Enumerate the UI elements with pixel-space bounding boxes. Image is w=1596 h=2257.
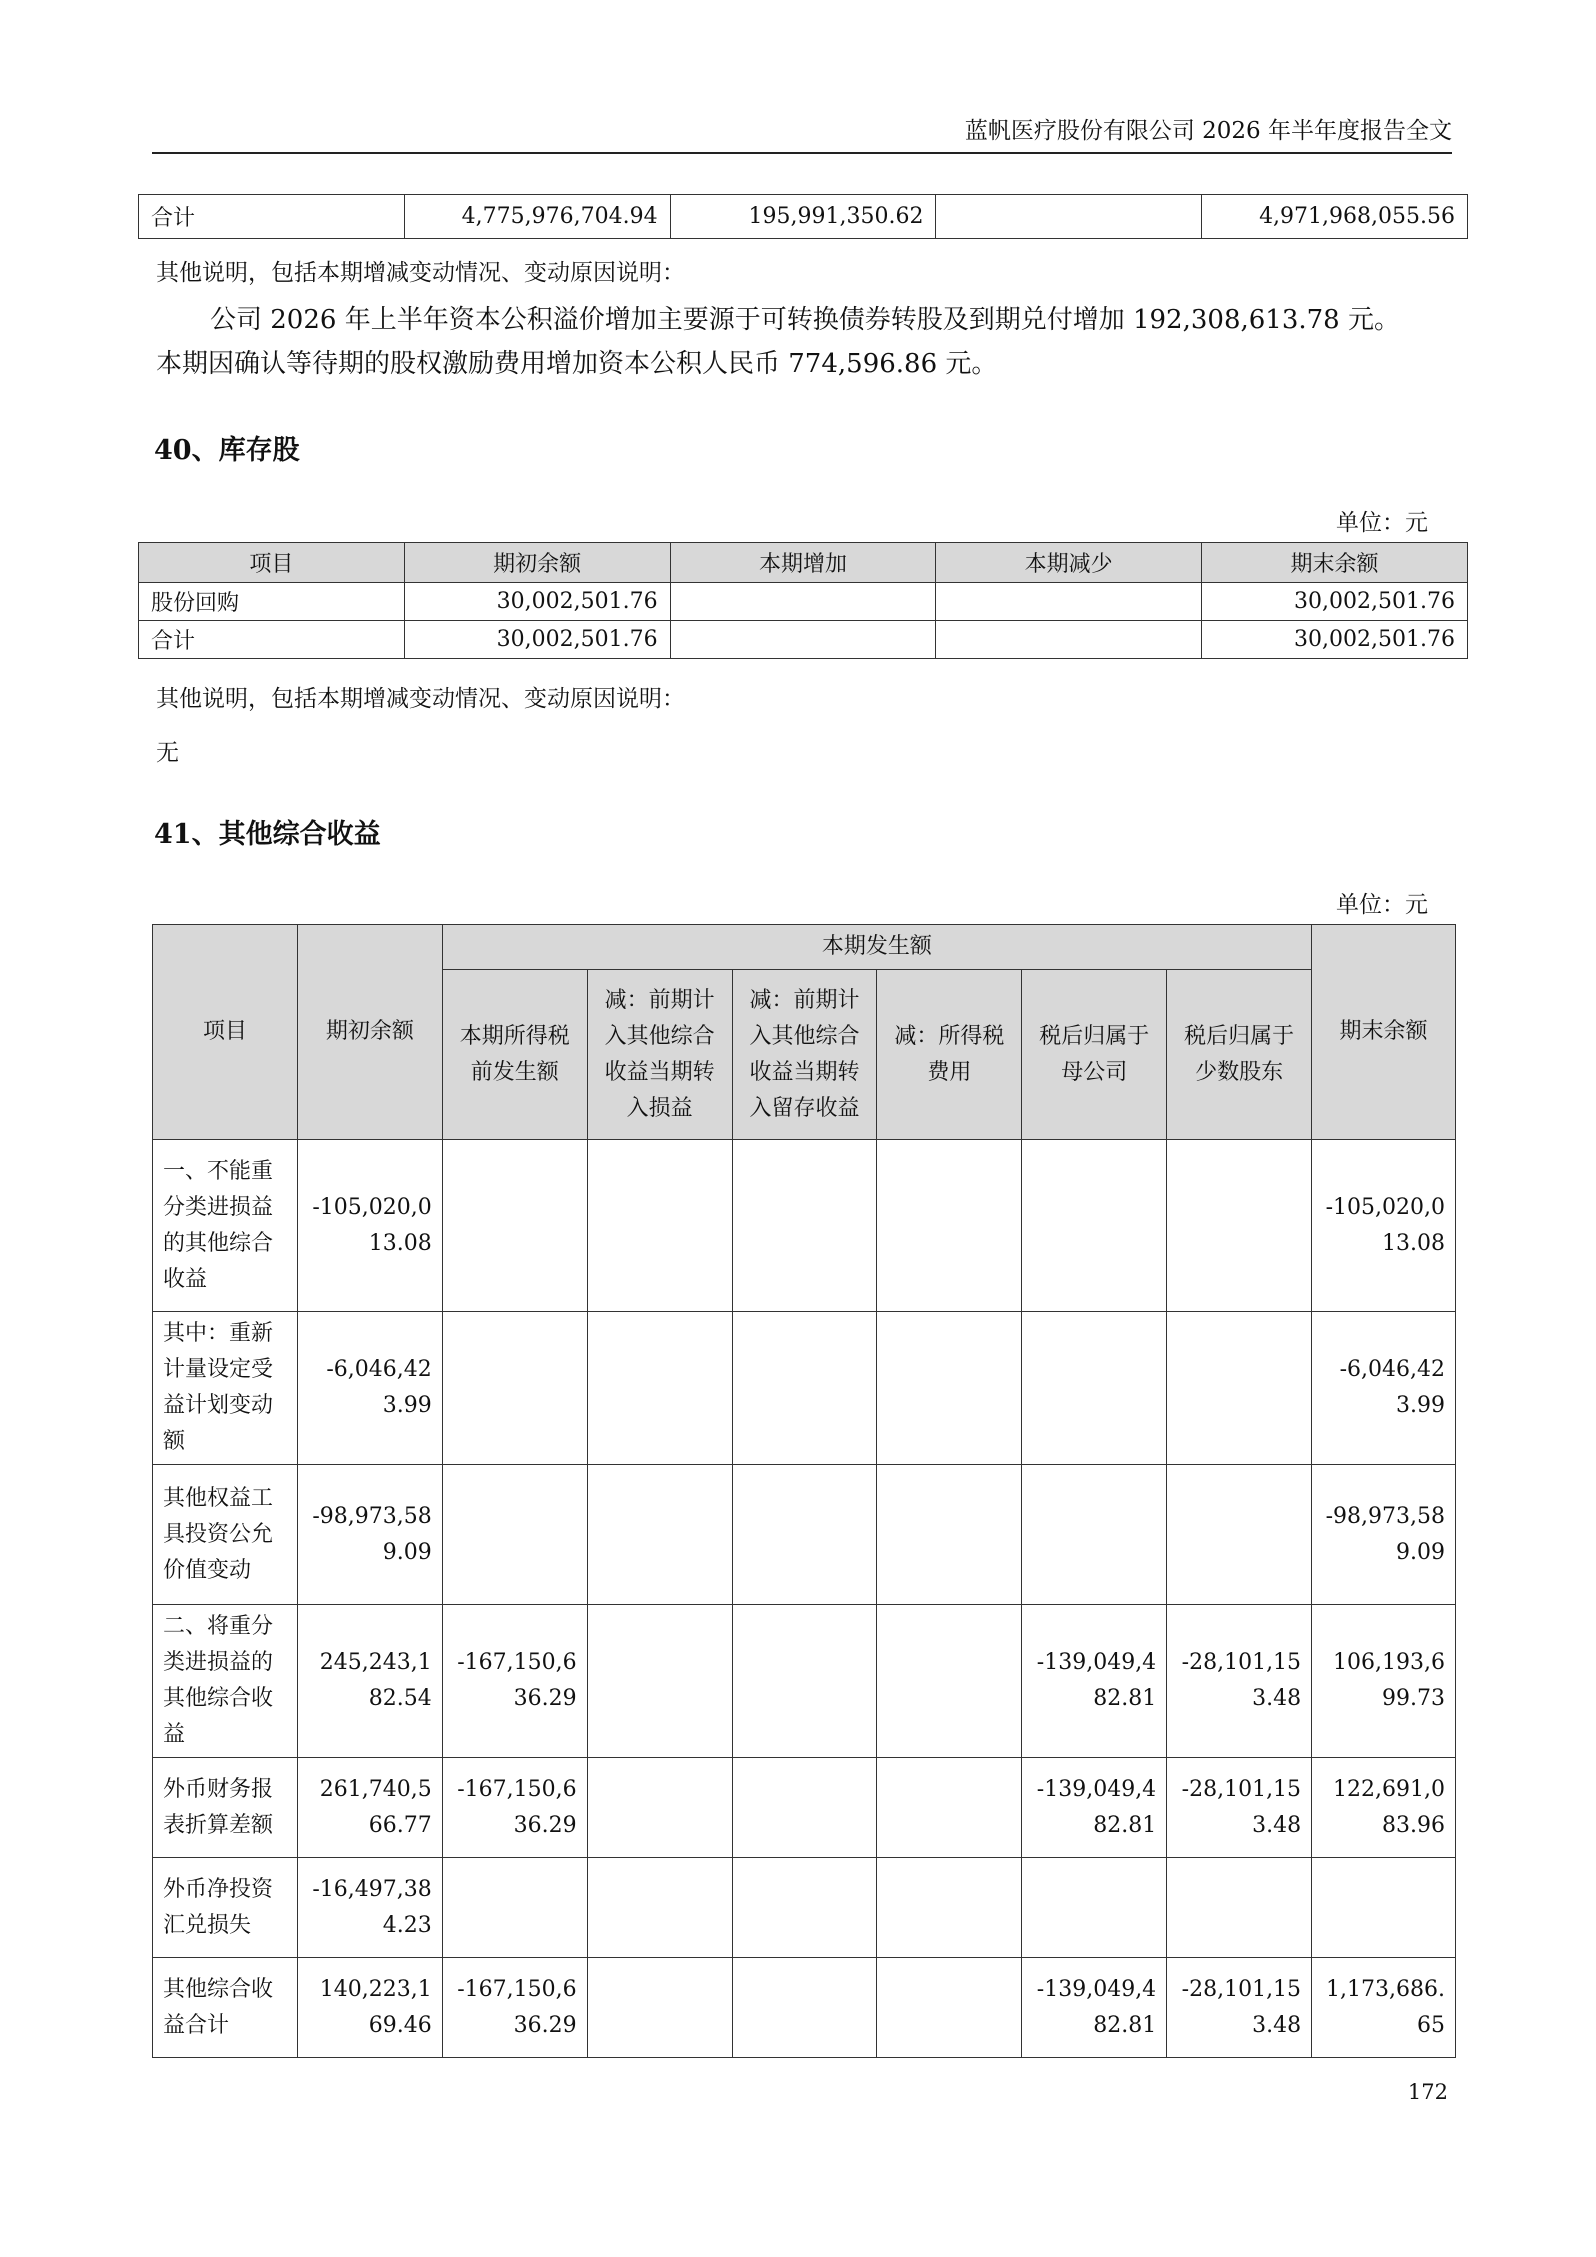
report-header-title: 蓝帆医疗股份有限公司 2026 年半年度报告全文 xyxy=(964,118,1452,144)
oci-income-tax xyxy=(877,1758,1022,1858)
oci-reclass-pl xyxy=(587,1312,732,1465)
header-divider xyxy=(152,152,1452,154)
oci-row-item: 其中：重新计量设定受益计划变动额 xyxy=(153,1312,298,1465)
total-decrease xyxy=(936,195,1202,239)
capital-reserve-total-table xyxy=(138,194,1468,239)
oci-parent xyxy=(1022,1140,1167,1312)
oci-income-tax xyxy=(877,1605,1022,1758)
oci-reclass-retained xyxy=(732,1465,877,1605)
oci-closing: -98,973,589.09 xyxy=(1312,1465,1456,1605)
oci-income-tax xyxy=(877,1858,1022,1958)
oci-header-opening: 期初余额 xyxy=(297,925,442,1140)
oci-reclass-pl xyxy=(587,1758,732,1858)
oci-pretax: -167,150,636.29 xyxy=(442,1758,587,1858)
treasury-header-increase: 本期增加 xyxy=(670,543,936,583)
oci-opening: 245,243,182.54 xyxy=(297,1605,442,1758)
oci-closing: 106,193,699.73 xyxy=(1312,1605,1456,1758)
table-row xyxy=(153,1758,1456,1858)
oci-minority xyxy=(1167,1858,1312,1958)
oci-table xyxy=(152,924,1456,2058)
oci-parent xyxy=(1022,1858,1167,1958)
oci-subheader-parent: 税后归属于母公司 xyxy=(1022,970,1167,1140)
total-label: 合计 xyxy=(139,195,405,239)
oci-subheader-reclass-pl: 减：前期计入其他综合收益当期转入损益 xyxy=(587,970,732,1140)
treasury-header-decrease: 本期减少 xyxy=(936,543,1202,583)
oci-closing: -6,046,423.99 xyxy=(1312,1312,1456,1465)
oci-row-item: 其他综合收益合计 xyxy=(153,1958,298,2058)
oci-income-tax xyxy=(877,1140,1022,1312)
treasury-header-opening: 期初余额 xyxy=(404,543,670,583)
table-row xyxy=(153,1465,1456,1605)
page-number: 172 xyxy=(1407,2080,1448,2104)
treasury-row-closing: 30,002,501.76 xyxy=(1202,583,1468,621)
oci-reclass-pl xyxy=(587,1858,732,1958)
oci-minority: -28,101,153.48 xyxy=(1167,1605,1312,1758)
oci-reclass-pl xyxy=(587,1958,732,2058)
oci-row-item: 外币财务报表折算差额 xyxy=(153,1758,298,1858)
oci-reclass-pl xyxy=(587,1605,732,1758)
oci-header-item: 项目 xyxy=(153,925,298,1140)
capital-reserve-note-label: 其他说明，包括本期增减变动情况、变动原因说明： xyxy=(156,260,685,286)
treasury-note-value: 无 xyxy=(156,740,179,766)
oci-header-current-period: 本期发生额 xyxy=(442,925,1311,970)
oci-unit: 单位：元 xyxy=(1336,892,1428,918)
treasury-unit: 单位：元 xyxy=(1336,510,1428,536)
oci-row-item: 一、不能重分类进损益的其他综合收益 xyxy=(153,1140,298,1312)
oci-row-item: 外币净投资汇兑损失 xyxy=(153,1858,298,1958)
oci-closing: 122,691,083.96 xyxy=(1312,1758,1456,1858)
oci-pretax: -167,150,636.29 xyxy=(442,1958,587,2058)
table-row xyxy=(153,1858,1456,1958)
table-row xyxy=(139,621,1468,659)
oci-reclass-pl xyxy=(587,1465,732,1605)
capital-reserve-note-line1: 公司 2026 年上半年资本公积溢价增加主要源于可转换债券转股及到期兑付增加 192,308,613.78 元。 xyxy=(210,305,1400,335)
treasury-row-item: 股份回购 xyxy=(139,583,405,621)
oci-reclass-retained xyxy=(732,1958,877,2058)
oci-minority xyxy=(1167,1465,1312,1605)
oci-reclass-pl xyxy=(587,1140,732,1312)
oci-pretax xyxy=(442,1312,587,1465)
oci-opening: 261,740,566.77 xyxy=(297,1758,442,1858)
oci-minority: -28,101,153.48 xyxy=(1167,1758,1312,1858)
capital-reserve-note-line2: 本期因确认等待期的股权激励费用增加资本公积人民币 774,596.86 元。 xyxy=(156,349,998,379)
oci-parent xyxy=(1022,1312,1167,1465)
table-row xyxy=(153,1958,1456,2058)
table-row xyxy=(153,1312,1456,1465)
oci-closing xyxy=(1312,1858,1456,1958)
treasury-row-increase xyxy=(670,583,936,621)
treasury-row-closing: 30,002,501.76 xyxy=(1202,621,1468,659)
oci-header-closing: 期末余额 xyxy=(1312,925,1456,1140)
oci-opening: -98,973,589.09 xyxy=(297,1465,442,1605)
table-row xyxy=(153,1605,1456,1758)
oci-row-item: 二、将重分类进损益的其他综合收益 xyxy=(153,1605,298,1758)
treasury-row-decrease xyxy=(936,583,1202,621)
oci-subheader-reclass-retained: 减：前期计入其他综合收益当期转入留存收益 xyxy=(732,970,877,1140)
table-row xyxy=(139,583,1468,621)
total-increase: 195,991,350.62 xyxy=(670,195,936,239)
oci-income-tax xyxy=(877,1465,1022,1605)
oci-minority: -28,101,153.48 xyxy=(1167,1958,1312,2058)
treasury-row-item: 合计 xyxy=(139,621,405,659)
oci-reclass-retained xyxy=(732,1140,877,1312)
oci-reclass-retained xyxy=(732,1605,877,1758)
treasury-header-closing: 期末余额 xyxy=(1202,543,1468,583)
total-closing: 4,971,968,055.56 xyxy=(1202,195,1468,239)
oci-reclass-retained xyxy=(732,1758,877,1858)
oci-parent: -139,049,482.81 xyxy=(1022,1758,1167,1858)
oci-subheader-pretax: 本期所得税前发生额 xyxy=(442,970,587,1140)
oci-reclass-retained xyxy=(732,1858,877,1958)
treasury-row-opening: 30,002,501.76 xyxy=(404,621,670,659)
treasury-row-opening: 30,002,501.76 xyxy=(404,583,670,621)
treasury-table xyxy=(138,542,1468,659)
oci-pretax xyxy=(442,1140,587,1312)
treasury-row-increase xyxy=(670,621,936,659)
oci-row-item: 其他权益工具投资公允价值变动 xyxy=(153,1465,298,1605)
oci-opening: -105,020,013.08 xyxy=(297,1140,442,1312)
oci-income-tax xyxy=(877,1312,1022,1465)
treasury-section-title: 40、库存股 xyxy=(154,435,300,466)
treasury-row-decrease xyxy=(936,621,1202,659)
oci-parent: -139,049,482.81 xyxy=(1022,1958,1167,2058)
oci-subheader-income-tax: 减：所得税费用 xyxy=(877,970,1022,1140)
oci-closing: 1,173,686.65 xyxy=(1312,1958,1456,2058)
oci-minority xyxy=(1167,1312,1312,1465)
oci-pretax: -167,150,636.29 xyxy=(442,1605,587,1758)
oci-pretax xyxy=(442,1858,587,1958)
oci-opening: 140,223,169.46 xyxy=(297,1958,442,2058)
oci-subheader-minority: 税后归属于少数股东 xyxy=(1167,970,1312,1140)
oci-opening: -6,046,423.99 xyxy=(297,1312,442,1465)
oci-section-title: 41、其他综合收益 xyxy=(154,819,381,850)
oci-minority xyxy=(1167,1140,1312,1312)
oci-reclass-retained xyxy=(732,1312,877,1465)
total-opening: 4,775,976,704.94 xyxy=(404,195,670,239)
treasury-note-label: 其他说明，包括本期增减变动情况、变动原因说明： xyxy=(156,686,685,712)
oci-parent xyxy=(1022,1465,1167,1605)
oci-pretax xyxy=(442,1465,587,1605)
treasury-header-item: 项目 xyxy=(139,543,405,583)
oci-parent: -139,049,482.81 xyxy=(1022,1605,1167,1758)
oci-closing: -105,020,013.08 xyxy=(1312,1140,1456,1312)
oci-opening: -16,497,384.23 xyxy=(297,1858,442,1958)
table-row xyxy=(153,1140,1456,1312)
oci-income-tax xyxy=(877,1958,1022,2058)
